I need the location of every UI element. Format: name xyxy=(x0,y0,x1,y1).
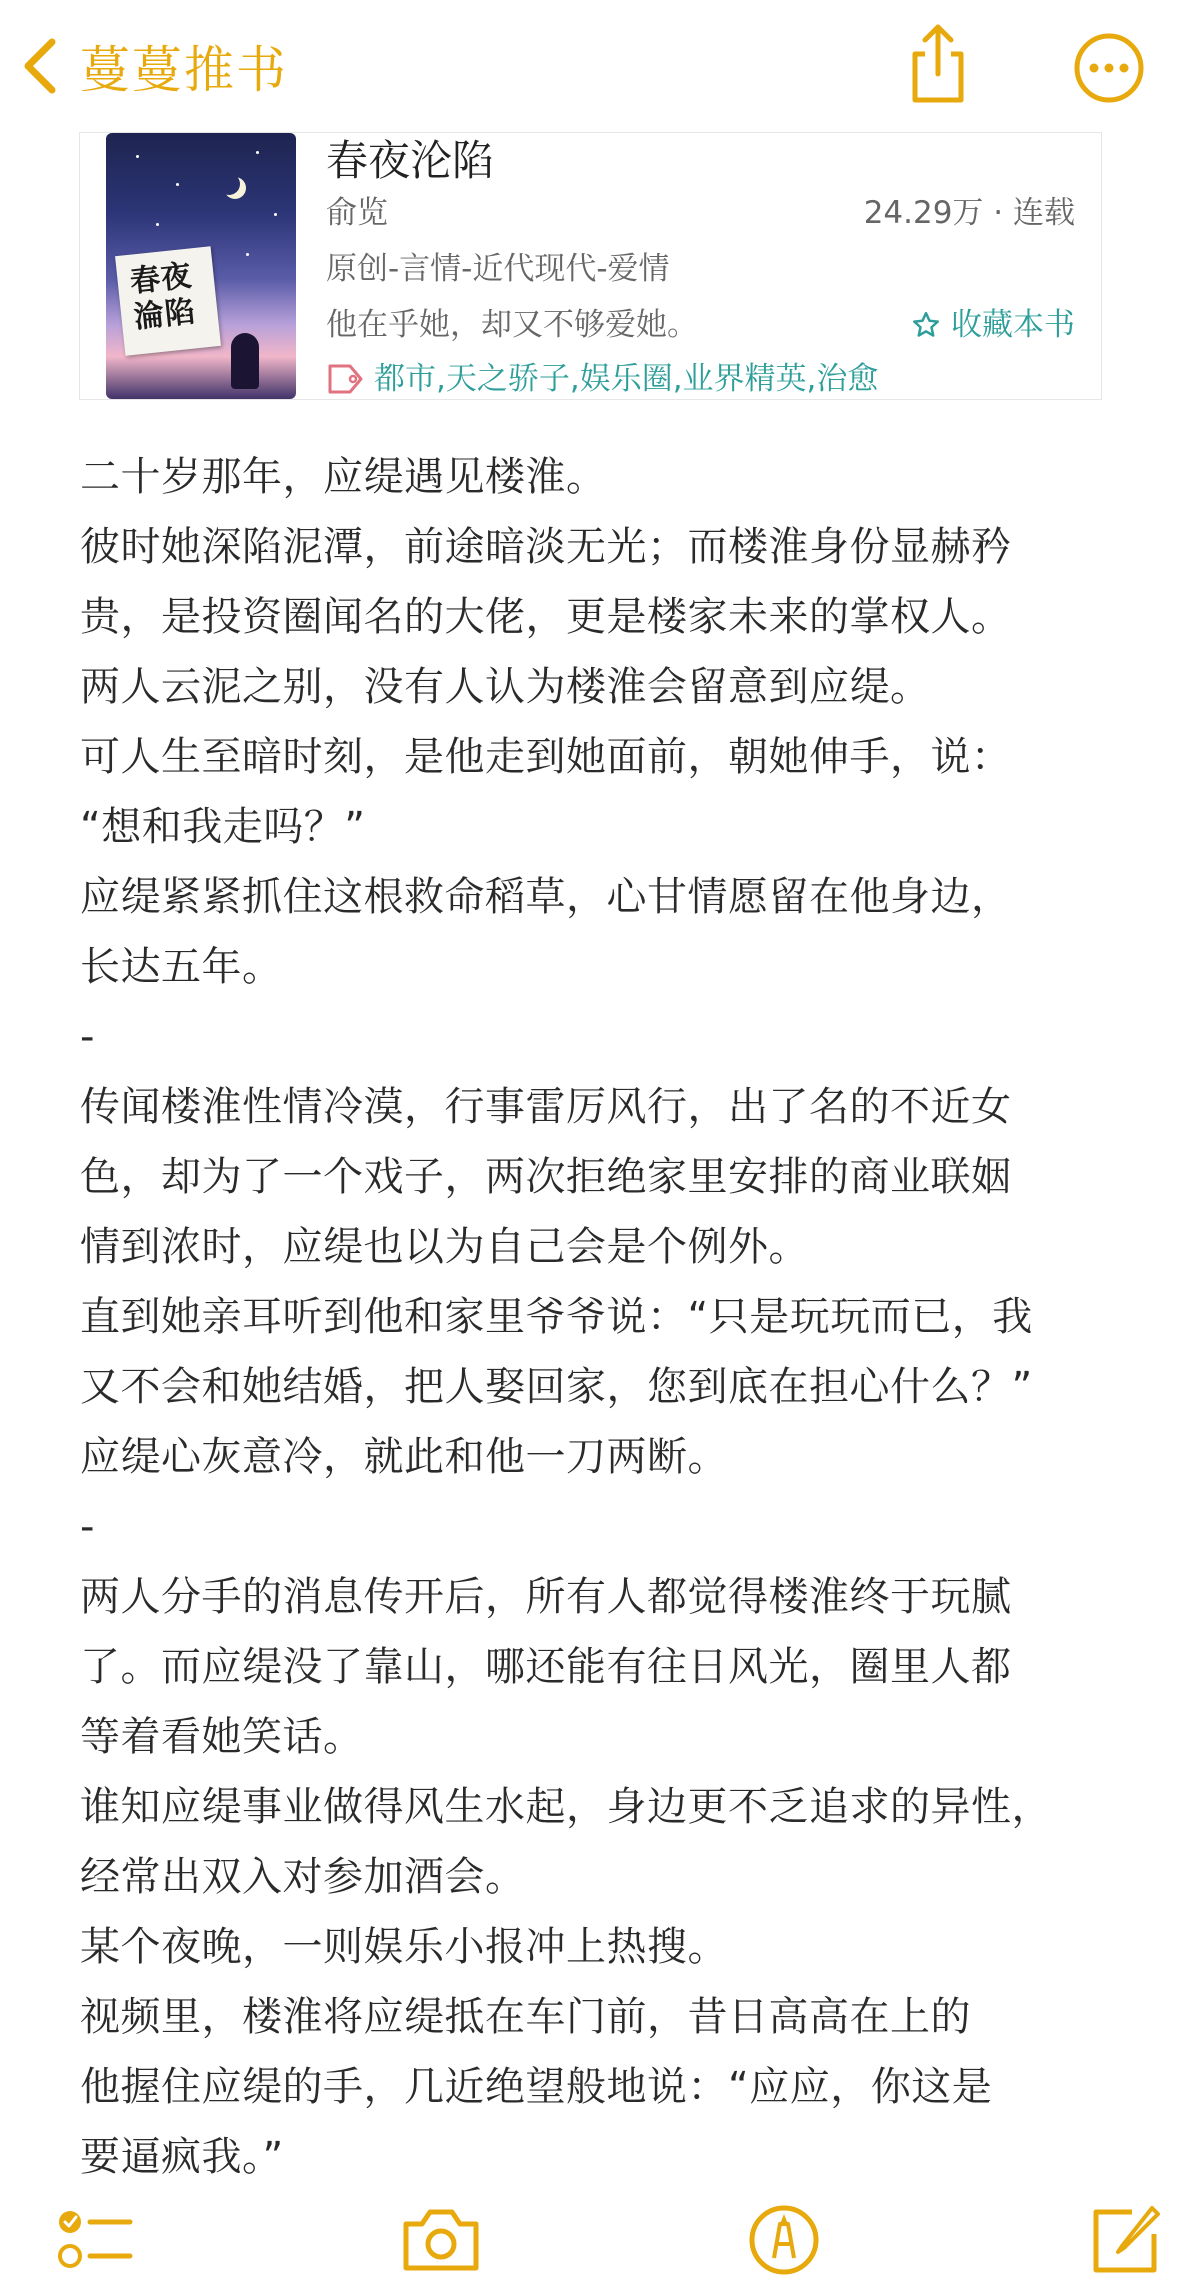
more-options-button[interactable] xyxy=(1070,22,1148,118)
text-line: 某个夜晚，一则娱乐小报冲上热搜。 xyxy=(80,1924,728,1970)
moon-illustration xyxy=(218,173,240,195)
text-line: 传闻楼淮性情冷漠，行事雷厉风行，出了名的不近女 xyxy=(80,1084,1012,1130)
tag-icon xyxy=(326,362,364,396)
book-title: 春夜沦陷 xyxy=(326,136,495,185)
top-navigation-bar xyxy=(0,0,1179,130)
text-line: 又不会和她结婚，把人娶回家，您到底在担心什么？” xyxy=(80,1364,1033,1410)
text-line: - xyxy=(80,1014,95,1060)
cover-title: 春夜 淪陷 xyxy=(128,258,198,336)
camera-icon xyxy=(398,2200,484,2280)
text-line: 长达五年。 xyxy=(80,944,283,990)
checklist-button[interactable] xyxy=(54,2200,134,2284)
back-label: 蔓蔓推书 xyxy=(80,41,288,99)
text-line: “想和我走吗？” xyxy=(80,804,366,850)
bottom-toolbar xyxy=(0,2200,1179,2292)
text-line: 贵，是投资圈闻名的大佬，更是楼家未来的掌权人。 xyxy=(80,594,1012,640)
back-button[interactable] xyxy=(20,28,288,104)
camera-button[interactable] xyxy=(398,2200,484,2284)
figure-illustration xyxy=(231,333,259,389)
markup-button[interactable] xyxy=(744,2200,824,2284)
ellipsis-circle-icon xyxy=(1070,22,1148,114)
compose-icon xyxy=(1086,2200,1166,2280)
book-stats: 24.29万 · 连载 xyxy=(863,195,1075,231)
text-line: 要逼疯我。” xyxy=(80,2134,284,2180)
markup-pen-icon xyxy=(744,2200,824,2280)
note-body-text[interactable] xyxy=(80,442,1120,2192)
book-tags xyxy=(326,359,878,399)
book-author: 俞览 xyxy=(326,195,388,231)
collect-book-button[interactable] xyxy=(911,303,1075,347)
text-line: 两人分手的消息传开后，所有人都觉得楼淮终于玩腻 xyxy=(80,1574,1012,1620)
book-tagline: 他在乎她，却又不够爱她。 xyxy=(326,307,698,343)
text-line: 两人云泥之别，没有人认为楼淮会留意到应缇。 xyxy=(80,664,931,710)
checklist-icon xyxy=(54,2200,134,2280)
book-genre: 原创-言情-近代现代-爱情 xyxy=(326,251,670,287)
text-line: 色，却为了一个戏子，两次拒绝家里安排的商业联姻 xyxy=(80,1154,1012,1200)
star-outline-icon xyxy=(911,310,941,340)
text-line: 应缇紧紧抓住这根救命稻草，心甘情愿留在他身边， xyxy=(80,874,1012,920)
text-line: 视频里，楼淮将应缇抵在车门前，昔日高高在上的 xyxy=(80,1994,971,2040)
text-line: 可人生至暗时刻，是他走到她面前，朝她伸手，说： xyxy=(80,734,1012,780)
text-line: 他握住应缇的手，几近绝望般地说：“应应，你这是 xyxy=(80,2064,993,2110)
text-line: 二十岁那年，应缇遇见楼淮。 xyxy=(80,454,607,500)
text-line: 情到浓时，应缇也以为自己会是个例外。 xyxy=(80,1224,809,1270)
share-icon xyxy=(903,22,973,106)
book-tags-label: 都市,天之骄子,娱乐圈,业界精英,治愈 xyxy=(374,361,879,397)
text-line: 彼时她深陷泥潭，前途暗淡无光；而楼淮身份显赫矜 xyxy=(80,524,1012,570)
text-line: 经常出双入对参加酒会。 xyxy=(80,1854,526,1900)
text-line: 谁知应缇事业做得风生水起，身边更不乏追求的异性， xyxy=(80,1784,1052,1830)
chevron-left-icon xyxy=(20,36,62,96)
book-card[interactable] xyxy=(79,132,1102,400)
text-line: 了。而应缇没了靠山，哪还能有往日风光，圈里人都 xyxy=(80,1644,1012,1690)
compose-button[interactable] xyxy=(1086,2200,1166,2284)
collect-book-label: 收藏本书 xyxy=(951,307,1075,343)
text-line: 直到她亲耳听到他和家里爷爷说：“只是玩玩而已，我 xyxy=(80,1294,1033,1340)
book-cover xyxy=(106,133,296,399)
text-line: - xyxy=(80,1504,95,1550)
text-line: 等着看她笑话。 xyxy=(80,1714,364,1760)
share-button[interactable] xyxy=(903,22,973,110)
text-line: 应缇心灰意冷，就此和他一刀两断。 xyxy=(80,1434,728,1480)
